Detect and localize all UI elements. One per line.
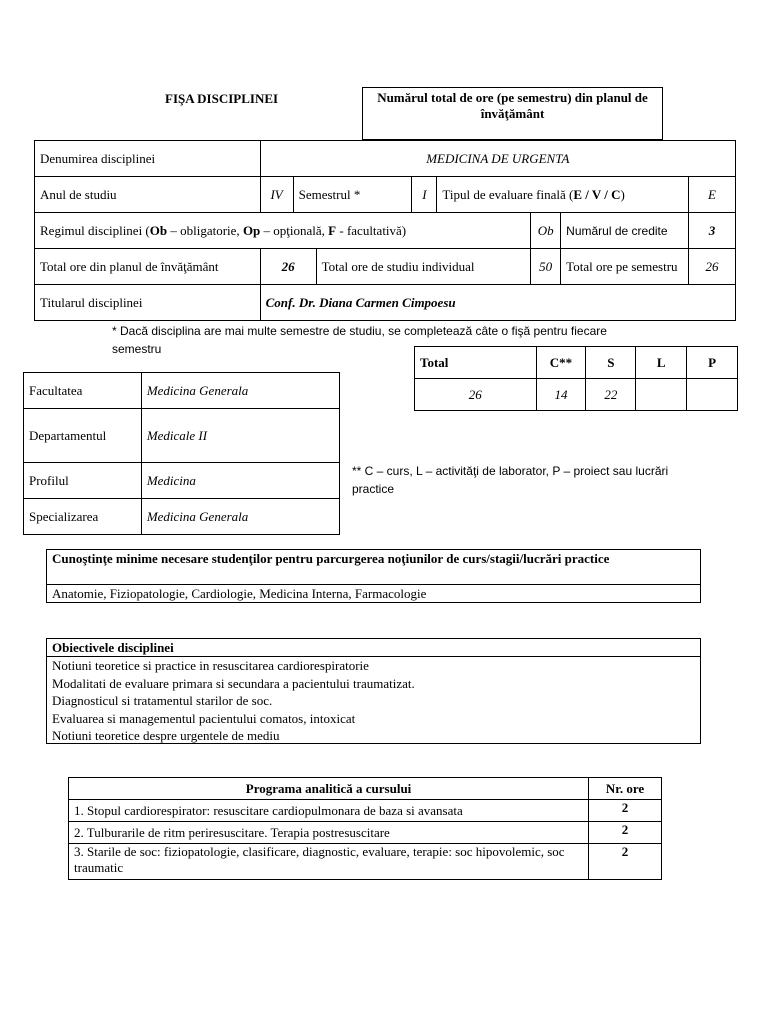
credits-label: Numărul de credite: [561, 213, 689, 249]
row-discipline: [35, 141, 736, 177]
discipline-label: Denumirea disciplinei: [35, 141, 261, 177]
objectives-title: Obiectivele disciplinei: [47, 639, 700, 657]
holder-value: Conf. Dr. Diana Carmen Cimpoesu: [260, 285, 735, 321]
program-row-text: 2. Tulburarile de ritm periresuscitare. Terapia postresuscitare: [69, 822, 589, 844]
prerequisites-value: Anatomie, Fiziopatologie, Cardiologie, Medicina Interna, Farmacologie: [52, 586, 427, 601]
program-row: [69, 822, 662, 844]
hours-col-c: C**: [536, 347, 586, 379]
program-row-text: 1. Stopul cardiorespirator: resuscitare cardiopulmonara de baza si avansata: [69, 800, 589, 822]
footnote-legend: ** C – curs, L – activităţi de laborator, P – proiect sau lucrări practice: [352, 464, 669, 496]
faculty-row: [24, 373, 340, 409]
program-row: [69, 800, 662, 822]
semester-value: I: [412, 177, 437, 213]
discipline-value: MEDICINA DE URGENTA: [260, 141, 735, 177]
total-plan-label: Total ore din planul de învăţământ: [35, 249, 261, 285]
hours-col-s: S: [586, 347, 636, 379]
individual-label: Total ore de studiu individual: [316, 249, 531, 285]
eval-label: Tipul de evaluare finală (E / V / C): [437, 177, 689, 213]
objectives-box: [46, 638, 701, 744]
hours-header-text: Numărul total de ore (pe semestru) din planul de învăţământ: [377, 90, 648, 121]
objective-item: Notiuni teoretice si practice in resuscitarea cardiorespiratorie: [52, 658, 369, 673]
specialization-row: [24, 499, 340, 535]
hours-table: [414, 346, 738, 411]
individual-value: 50: [531, 249, 561, 285]
hours-col-p: P: [687, 347, 738, 379]
holder-label: Titularul disciplinei: [35, 285, 261, 321]
program-header-title: Programa analitică a cursului: [69, 778, 589, 800]
semester-label: Semestrul *: [293, 177, 412, 213]
hours-value-p: [687, 379, 738, 411]
faculty-table: [23, 372, 340, 535]
program-row-text: 3. Starile de soc: fiziopatologie, clasificare, diagnostic, evaluare, terapie: soc hipovolemic, soc traumatic: [69, 844, 589, 880]
prerequisites-title: Cunoştinţe minime necesare studenţilor pentru parcurgerea noţiunilor de curs/stagii/lucrări practice: [47, 550, 700, 585]
hours-value-c: 14: [536, 379, 586, 411]
per-semester-label: Total ore pe semestru: [561, 249, 689, 285]
objective-item: Evaluarea si managementul pacientului comatos, intoxicat: [52, 710, 356, 726]
faculty-value: Medicina Generala: [141, 373, 339, 409]
regime-label: Regimul disciplinei (Ob – obligatorie, Op – opţională, F - facultativă): [35, 213, 531, 249]
department-row: [24, 409, 340, 463]
row-regime: [35, 213, 736, 249]
total-plan-value: 26: [260, 249, 316, 285]
hours-values-row: [415, 379, 738, 411]
row-holder: [35, 285, 736, 321]
program-header-hours: Nr. ore: [589, 778, 662, 800]
hours-header-row: [415, 347, 738, 379]
objectives-list: [47, 657, 700, 745]
credits-value: 3: [688, 213, 735, 249]
year-label: Anul de studiu: [35, 177, 261, 213]
hours-value-total: 26: [415, 379, 537, 411]
objective-item: Diagnosticul si tratamentul starilor de soc.: [52, 693, 273, 708]
page-title: FIŞA DISCIPLINEI: [165, 91, 279, 106]
discipline-info-table: [34, 140, 736, 321]
hours-col-l: L: [636, 347, 687, 379]
program-row-hours: 2: [589, 800, 662, 822]
program-row: [69, 844, 662, 880]
profile-value: Medicina: [141, 463, 339, 499]
year-value: IV: [260, 177, 293, 213]
objective-item: Modalitati de evaluare primara si secundara a pacientului traumatizat.: [52, 675, 415, 691]
objective-item: Notiuni teoretice despre urgentele de mediu: [52, 728, 280, 743]
row-year: [35, 177, 736, 213]
regime-value: Ob: [531, 213, 561, 249]
program-table: [68, 777, 662, 880]
program-header-row: [69, 778, 662, 800]
footnote-semesters: * Dacă disciplina are mai multe semestre de studiu, se completează câte o fişă pentru fiecare semestru: [112, 324, 607, 356]
eval-value: E: [688, 177, 735, 213]
per-semester-value: 26: [688, 249, 735, 285]
prerequisites-box: [46, 549, 701, 603]
specialization-label: Specializarea: [24, 499, 142, 535]
hours-value-l: [636, 379, 687, 411]
profile-label: Profilul: [24, 463, 142, 499]
program-row-hours: 2: [589, 844, 662, 880]
specialization-value: Medicina Generala: [141, 499, 339, 535]
department-label: Departamentul: [24, 409, 142, 463]
program-row-hours: 2: [589, 822, 662, 844]
profile-row: [24, 463, 340, 499]
faculty-label: Facultatea: [24, 373, 142, 409]
row-totals: [35, 249, 736, 285]
hours-header-box: [362, 87, 663, 140]
hours-value-s: 22: [586, 379, 636, 411]
hours-col-total: Total: [415, 347, 537, 379]
department-value: Medicale II: [141, 409, 339, 463]
